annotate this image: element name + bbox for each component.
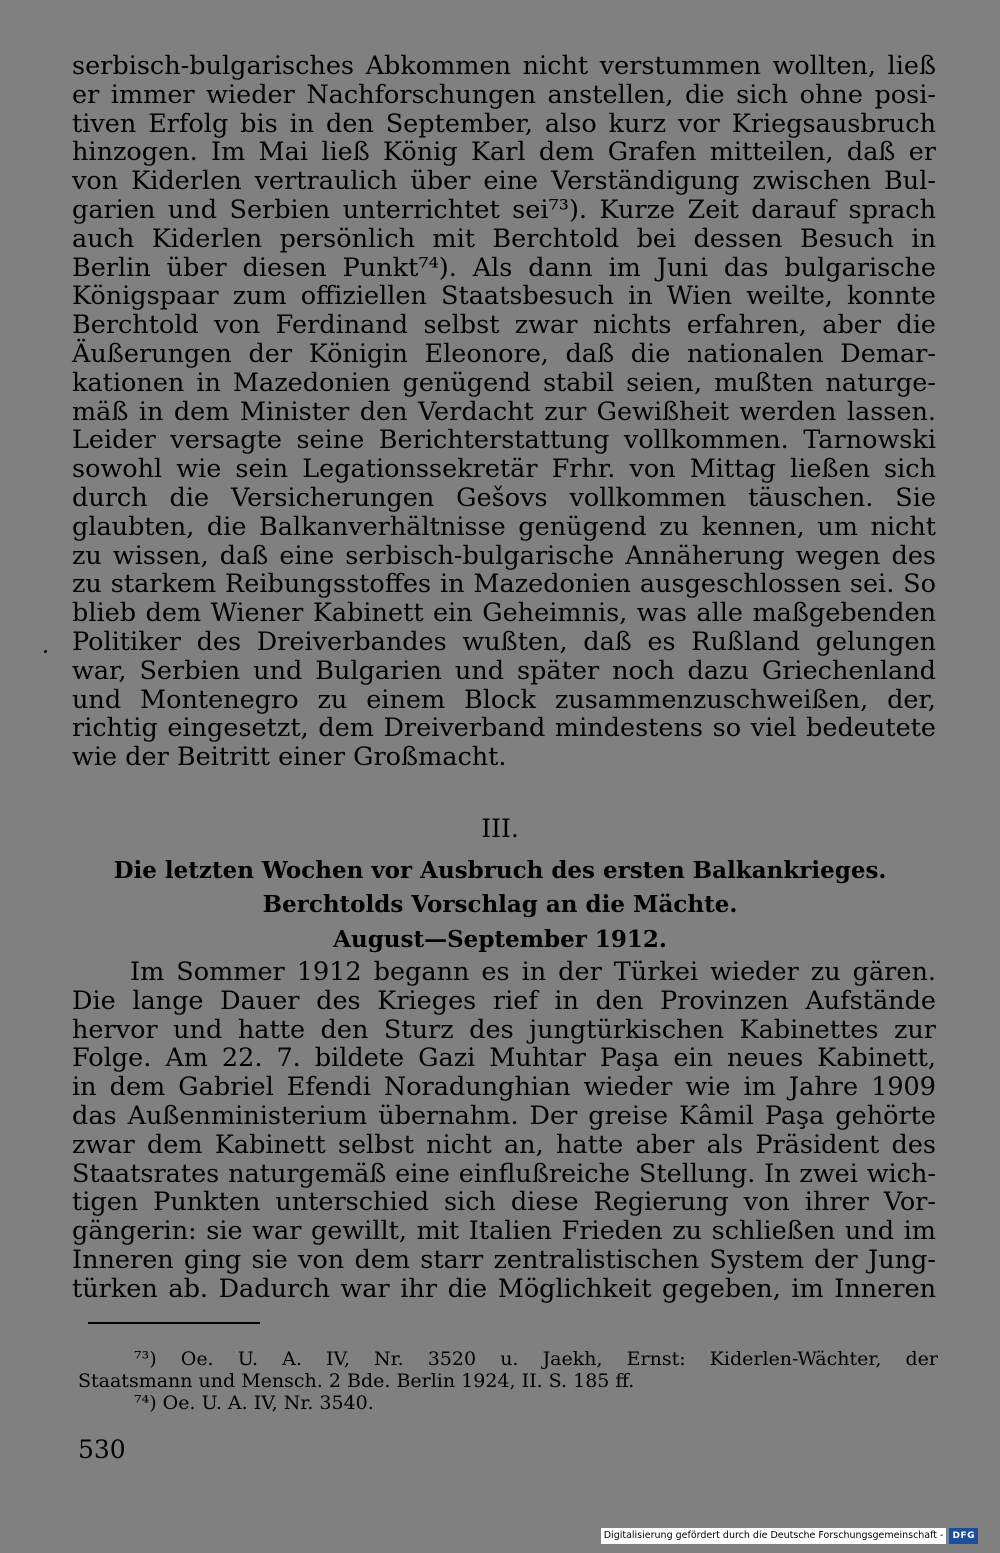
text-line: und Montenegro zu einem Block zusammenzuschweißen, der, xyxy=(72,684,936,715)
text-line: serbisch-bulgarisches Abkommen nicht verstummen wollten, ließ xyxy=(72,51,936,81)
text-line: türken ab. Dadurch war ihr die Möglichkeit gegeben, im Inneren xyxy=(72,1273,936,1304)
footnotes xyxy=(78,1348,938,1414)
text-line: von Kiderlen vertraulich über eine Verständigung zwischen Bul- xyxy=(72,166,936,197)
page-number: 530 xyxy=(78,1435,126,1464)
text-line: in dem Gabriel Efendi Noradunghian wieder wie im Jahre 1909 xyxy=(72,1072,936,1103)
scan-speck xyxy=(44,650,47,653)
footnote-74: ⁷⁴) Oe. U. A. IV, Nr. 3540. xyxy=(134,1392,374,1414)
text-line: Königspaar zum offiziellen Staatsbesuch in Wien weilte, konnte xyxy=(72,281,936,312)
text-line: gängerin: sie war gewillt, mit Italien Frieden zu schließen und im xyxy=(72,1216,936,1247)
text-line: tigen Punkten unterschied sich diese Regierung von ihrer Vor- xyxy=(72,1187,936,1218)
text-line: Berlin über diesen Punkt⁷⁴). Als dann im Juni das bulgarische xyxy=(72,252,936,283)
text-line: Äußerungen der Königin Eleonore, daß die nationalen Demar- xyxy=(72,338,936,369)
text-line: Staatsrates naturgemäß eine einflußreiche Stellung. In zwei wich- xyxy=(72,1158,936,1189)
text-line: garien und Serbien unterrichtet sei⁷³). Kurze Zeit darauf sprach xyxy=(72,194,936,225)
text-line: blieb dem Wiener Kabinett ein Geheimnis, was alle maßgebenden xyxy=(72,598,936,629)
section-number: III. xyxy=(481,814,519,843)
chapter-heading-line: Die letzten Wochen vor Ausbruch des ersten Balkankrieges. xyxy=(113,857,887,884)
text-line: Inneren ging sie von dem starr zentralistischen System der Jung- xyxy=(72,1244,936,1275)
text-line: mäß in dem Minister den Verdacht zur Gewißheit werden lassen. xyxy=(72,396,936,427)
text-line: er immer wieder Nachforschungen anstellen, die sich ohne posi- xyxy=(72,79,936,110)
text-line: war, Serbien und Bulgarien und später noch dazu Griechenland xyxy=(72,655,936,686)
footnote-73-continued: Staatsmann und Mensch. 2 Bde. Berlin 1924, II. S. 185 ff. xyxy=(78,1370,635,1392)
text-line: hinzogen. Im Mai ließ König Karl dem Grafen mitteilen, daß er xyxy=(72,137,936,168)
chapter-heading-line: August—September 1912. xyxy=(333,926,667,953)
text-line: Berchtold von Ferdinand selbst zwar nichts erfahren, aber die xyxy=(72,310,936,341)
text-line: kationen in Mazedonien genügend stabil seien, mußten naturge- xyxy=(72,367,936,398)
text-line: das Außenministerium übernahm. Der greise Kâmil Paşa gehörte xyxy=(72,1100,936,1131)
text-line: auch Kiderlen persönlich mit Berchtold bei dessen Besuch in xyxy=(72,223,936,254)
footnote-73: ⁷³) Oe. U. A. IV, Nr. 3520 u. Jaekh, Ernst: Kiderlen-Wächter, der xyxy=(134,1348,938,1370)
text-line: Im Sommer 1912 begann es in der Türkei wieder zu gären. xyxy=(130,957,936,987)
text-line: durch die Versicherungen Gešovs vollkommen täuschen. Sie xyxy=(72,482,936,513)
text-line: richtig eingesetzt, dem Dreiverband mindestens so viel bedeutete xyxy=(72,713,936,744)
text-line: sowohl wie sein Legationssekretär Frhr. von Mittag ließen sich xyxy=(72,454,936,485)
dfg-logo-icon[interactable]: DFG xyxy=(949,1528,978,1544)
text-line: Folge. Am 22. 7. bildete Gazi Muhtar Paşa ein neues Kabinett, xyxy=(72,1043,936,1074)
text-line: wie der Beitritt einer Großmacht. xyxy=(72,742,507,773)
body-paragraph-1 xyxy=(72,52,936,772)
footnote-divider xyxy=(88,1322,260,1324)
text-line: zu starkem Reibungsstoffes in Mazedonien ausgeschlossen sei. So xyxy=(72,569,936,600)
text-line: Politiker des Dreiverbandes wußten, daß es Rußland gelungen xyxy=(72,626,936,657)
text-line: zwar dem Kabinett selbst nicht an, hatte aber als Präsident des xyxy=(72,1129,936,1160)
text-line: glaubten, die Balkanverhältnisse genügend zu kennen, um nicht xyxy=(72,511,936,542)
text-line: zu wissen, daß eine serbisch-bulgarische Annäherung wegen des xyxy=(72,540,936,571)
chapter-heading-line: Berchtolds Vorschlag an die Mächte. xyxy=(262,891,738,918)
text-line: tiven Erfolg bis in den September, also kurz vor Kriegsausbruch xyxy=(72,108,936,139)
digitization-credit-text: Digitalisierung gefördert durch die Deutsche Forschungsgemeinschaft - xyxy=(601,1528,947,1544)
text-line: Leider versagte seine Berichterstattung vollkommen. Tarnowski xyxy=(72,425,936,456)
body-paragraph-2 xyxy=(72,958,936,1304)
text-line: hervor und hatte den Sturz des jungtürkischen Kabinettes zur xyxy=(72,1014,936,1045)
digitization-credit xyxy=(601,1527,978,1545)
text-line: Die lange Dauer des Krieges rief in den Provinzen Aufstände xyxy=(72,985,936,1016)
